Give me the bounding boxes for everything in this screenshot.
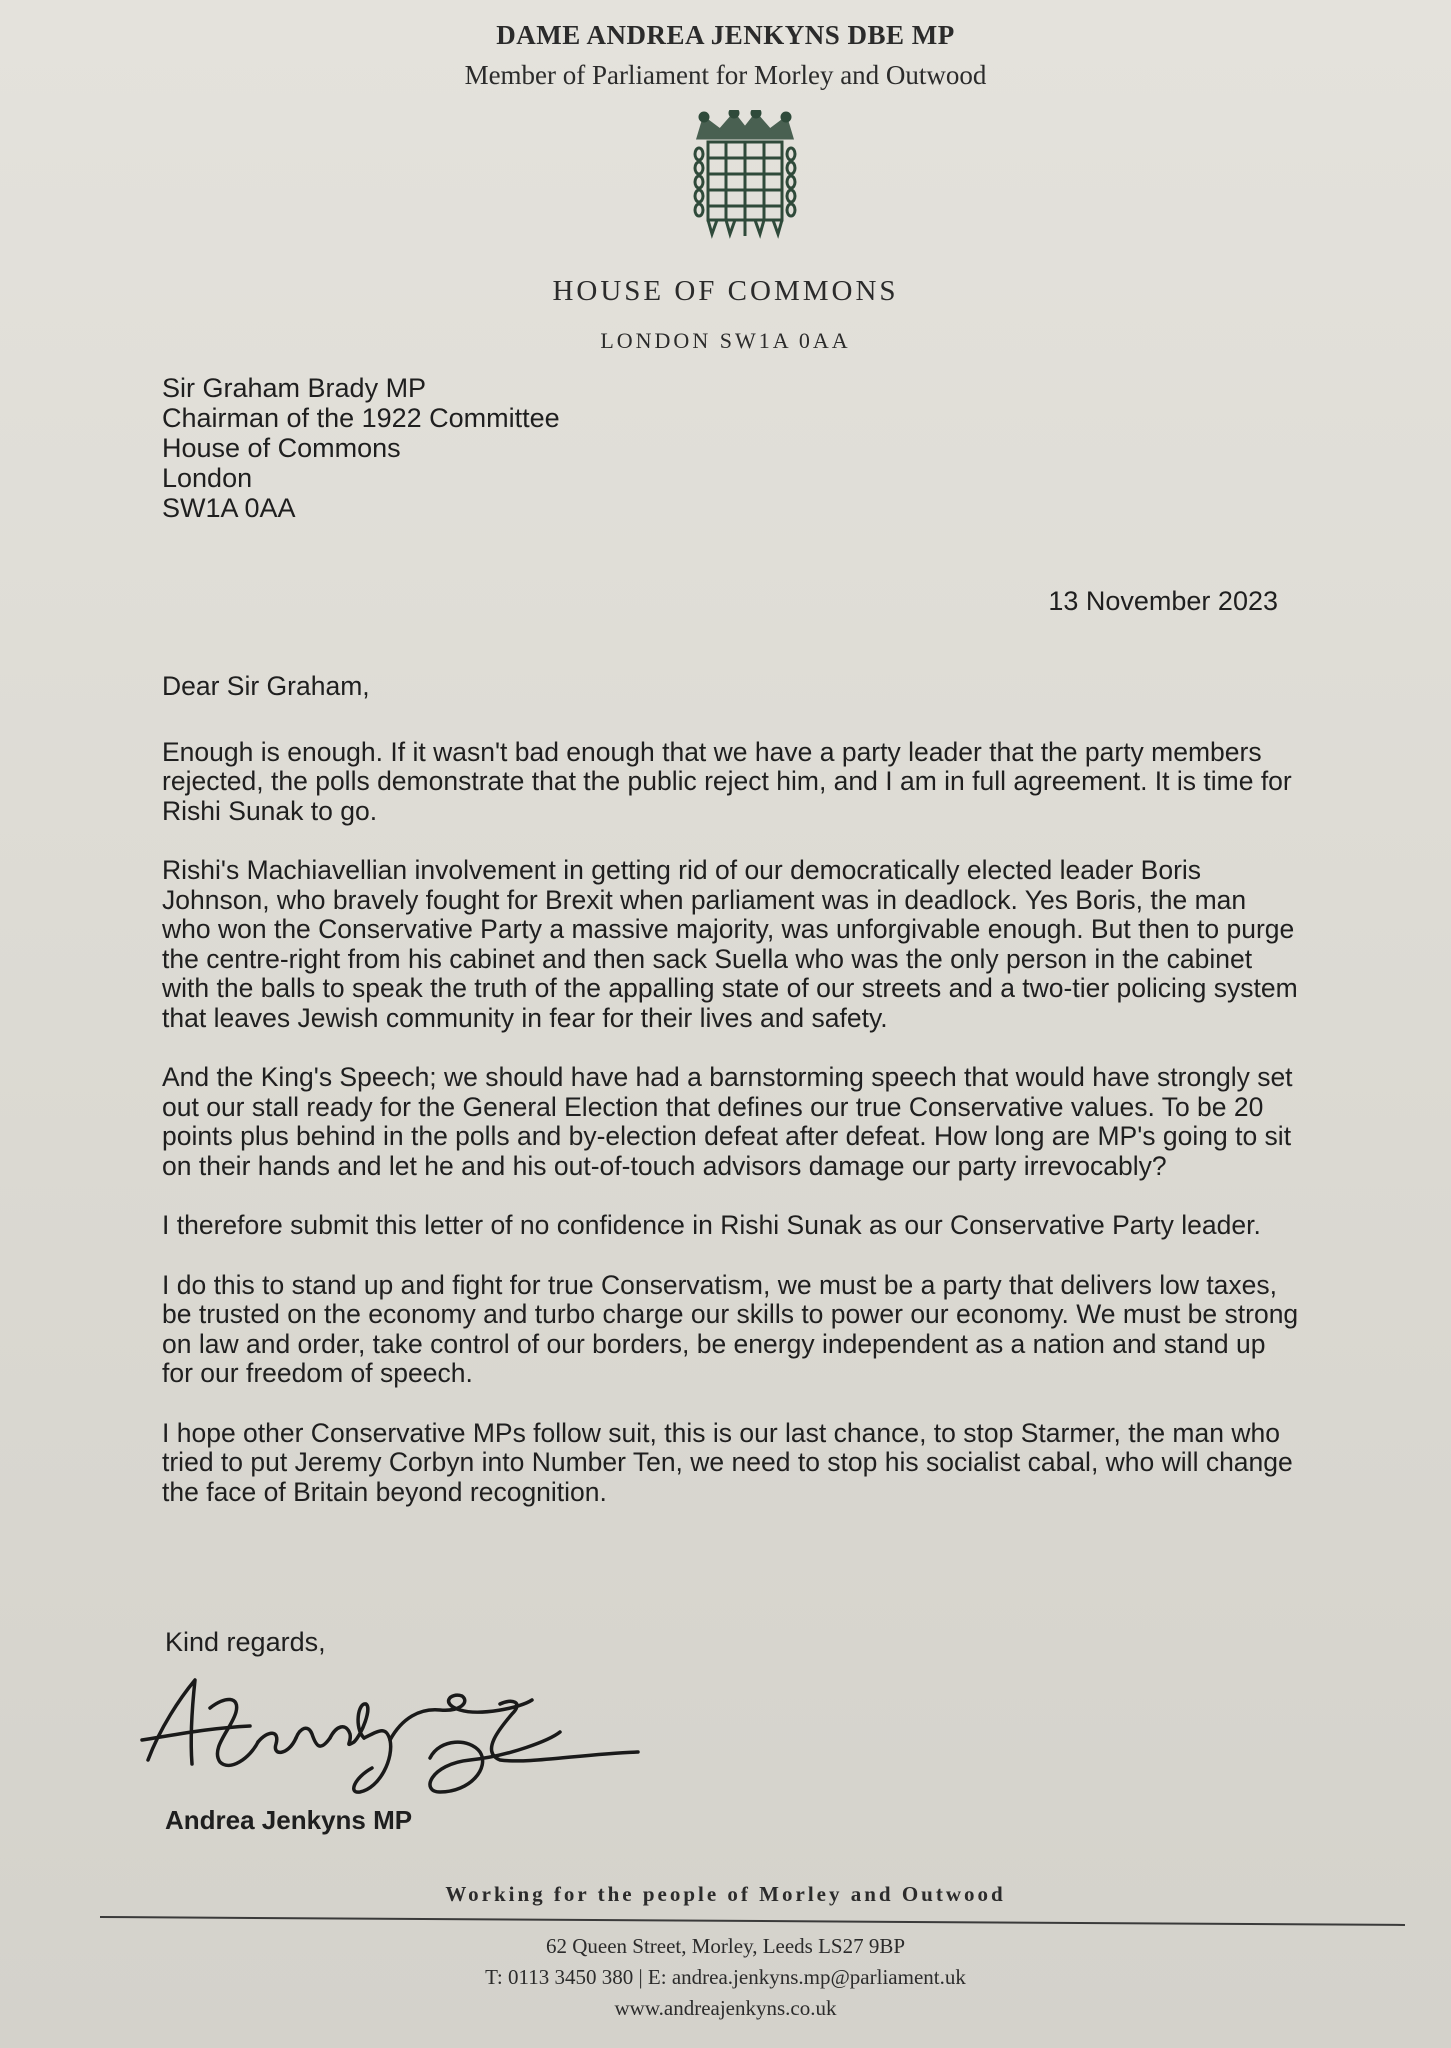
- house-address: LONDON SW1A 0AA: [600, 328, 851, 353]
- recipient-line: London: [162, 463, 253, 493]
- footer-tagline: Working for the people of Morley and Outwood: [445, 1882, 1006, 1906]
- footer-address: 62 Queen Street, Morley, Leeds LS27 9BP: [545, 1934, 906, 1958]
- closing: Kind regards,: [165, 1627, 326, 1657]
- signature: [140, 1668, 640, 1808]
- recipient-line: House of Commons: [162, 433, 401, 463]
- recipient-line: Sir Graham Brady MP: [162, 373, 427, 403]
- body-paragraph: I do this to stand up and fight for true Conservatism, we must be a party that delivers low taxes, be trusted on the economy and turbo charge our skills to power our economy. We must be strong on law and order, take control of our borders, be energy independent as a nation and stand up for our freedom of speech.: [162, 1269, 1299, 1388]
- body-paragraph: Enough is enough. If it wasn't bad enough that we have a party leader that the party members rejected, the polls demonstrate that the public reject him, and I am in full agreement. It is time for Rishi Sunak to go.: [162, 736, 1292, 826]
- recipient-line: SW1A 0AA: [162, 493, 296, 523]
- body-paragraph: Rishi's Machiavellian involvement in getting rid of our democratically elected leader Boris Johnson, who bravely fought for Brexit when parliament was in deadlock. Yes Boris, the man who won the Conservative Party a massive majority, was unforgivable enough. But then to purge the centre-right from his cabinet and then sack Suella who was the only person in the cabinet with the balls to speak the truth of the appalling state of our streets and a two-tier policing system that leaves Jewish community in fear for their lives and safety.: [162, 855, 1298, 1033]
- recipient-line: Chairman of the 1922 Committee: [162, 403, 560, 433]
- house-of-commons-heading: HOUSE OF COMMONS: [552, 275, 899, 307]
- letterhead-name: DAME ANDREA JENKYNS DBE MP: [496, 20, 955, 50]
- body-paragraph: I hope other Conservative MPs follow suit, this is our last chance, to stop Starmer, the man who tried to put Jeremy Corbyn into Number Ten, we need to stop his socialist cabal, who will change the face of Britain beyond recognition.: [162, 1417, 1293, 1507]
- letter-date: 13 November 2023: [1048, 586, 1278, 616]
- footer-contact: [0, 1931, 1451, 2024]
- portcullis-icon: [690, 110, 800, 240]
- footer-divider: [100, 1916, 1405, 1926]
- footer-website: www.andreajenkyns.co.uk: [614, 1996, 837, 2020]
- signatory-name: Andrea Jenkyns MP: [165, 1805, 413, 1835]
- salutation: Dear Sir Graham,: [162, 671, 370, 701]
- recipient-address: [162, 373, 560, 523]
- body-paragraph: And the King's Speech; we should have had a barnstorming speech that would have strongly set out our stall ready for the General Election that defines our true Conservative values. To be 20 points plus behind in the polls and by-election defeat after defeat. How long are MP's going to sit on their hands and let he and his out-of-touch advisors damage our party irrevocably?: [162, 1062, 1293, 1181]
- letter-body: [162, 672, 1302, 1537]
- letterhead-constituency: Member of Parliament for Morley and Outwood: [464, 60, 987, 90]
- footer-phone-email: T: 0113 3450 380 | E: andrea.jenkyns.mp@parliament.uk: [485, 1965, 966, 1989]
- body-paragraph: I therefore submit this letter of no confidence in Rishi Sunak as our Conservative Party leader.: [162, 1210, 1261, 1240]
